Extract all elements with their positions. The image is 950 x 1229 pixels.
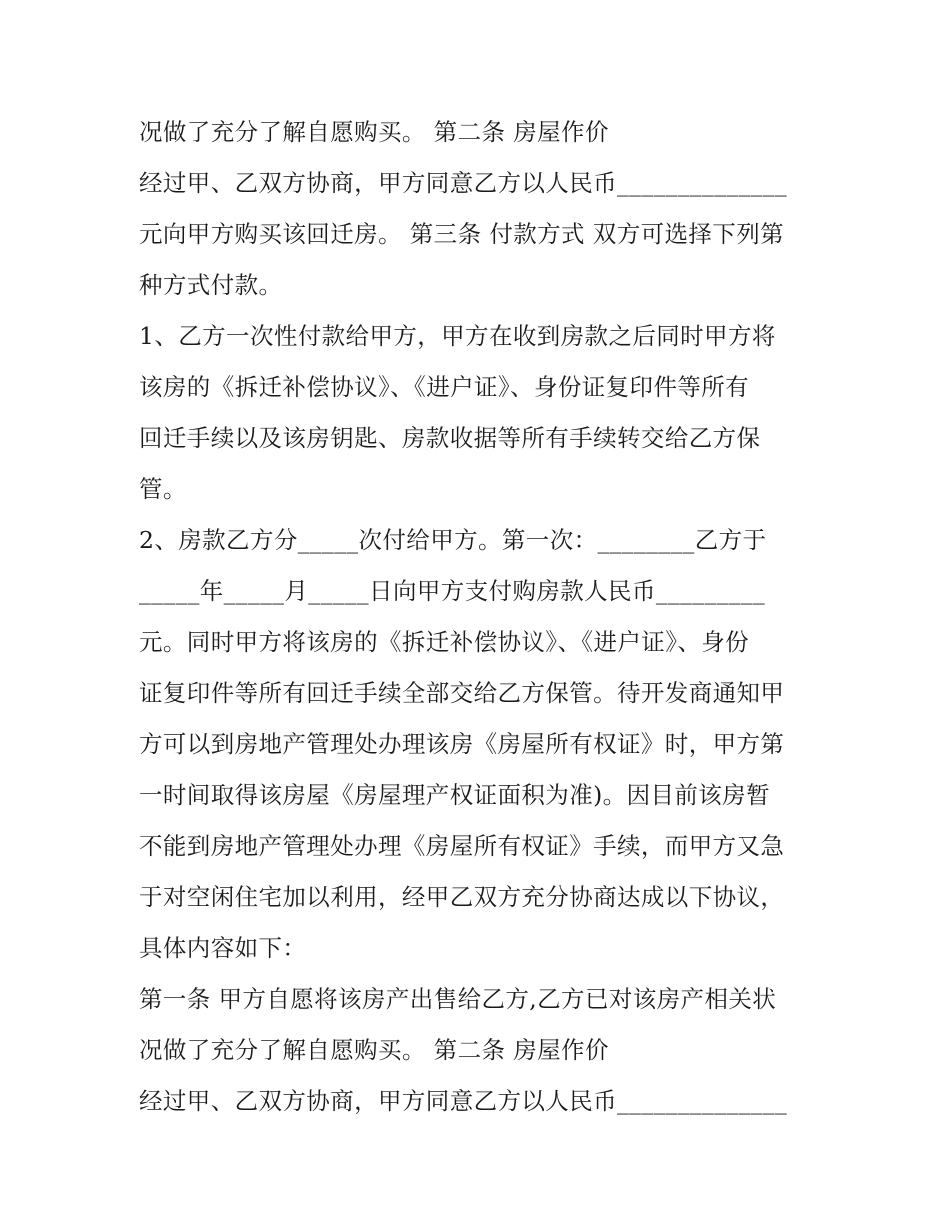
text-line: 1、乙方一次性付款给甲方，甲方在收到房款之后同时甲方将 [139,322,776,350]
text-line: 况做了充分了解自愿购买。 第二条 房屋作价 [139,118,609,146]
text-line: 方可以到房地产管理处办理该房《房屋所有权证》时，甲方第 [139,730,785,758]
text-line: 证复印件等所有回迁手续全部交给乙方保管。待开发商通知甲 [139,679,785,707]
text-line: 经过甲、乙双方协商，甲方同意乙方以人民币______________ [139,169,788,197]
text-line: _____年_____月_____日向甲方支付购房款人民币_________ [139,577,766,605]
text-line: 元向甲方购买该回迁房。 第三条 付款方式 双方可选择下列第 [139,220,785,248]
document-body [139,107,839,1127]
text-line: 元。同时甲方将该房的《拆迁补偿协议》、《进户证》、身份 [139,628,750,656]
text-line: 经过甲、乙双方协商，甲方同意乙方以人民币______________ [139,1087,788,1115]
text-line: 种方式付款。 [139,271,283,299]
text-line: 回迁手续以及该房钥匙、房款收据等所有手续转交给乙方保 [139,424,761,452]
text-line: 况做了充分了解自愿购买。 第二条 房屋作价 [139,1036,609,1064]
text-line: 一时间取得该房屋《房屋理产权证面积为准)。因目前该房暂 [139,781,770,809]
text-line: 2、房款乙方分_____次付给甲方。第一次：________乙方于 [139,526,767,554]
text-line: 该房的《拆迁补偿协议》、《进户证》、身份证复印件等所有 [139,373,750,401]
text-line: 于对空闲住宅加以利用，经甲乙双方充分协商达成以下协议， [139,883,785,911]
text-line: 第一条 甲方自愿将该房产出售给乙方,乙方已对该房产相关状 [139,985,777,1013]
text-line: 不能到房地产管理处办理《房屋所有权证》手续，而甲方又急 [139,832,785,860]
text-line: 具体内容如下： [139,934,307,962]
text-line: 管。 [139,475,187,503]
